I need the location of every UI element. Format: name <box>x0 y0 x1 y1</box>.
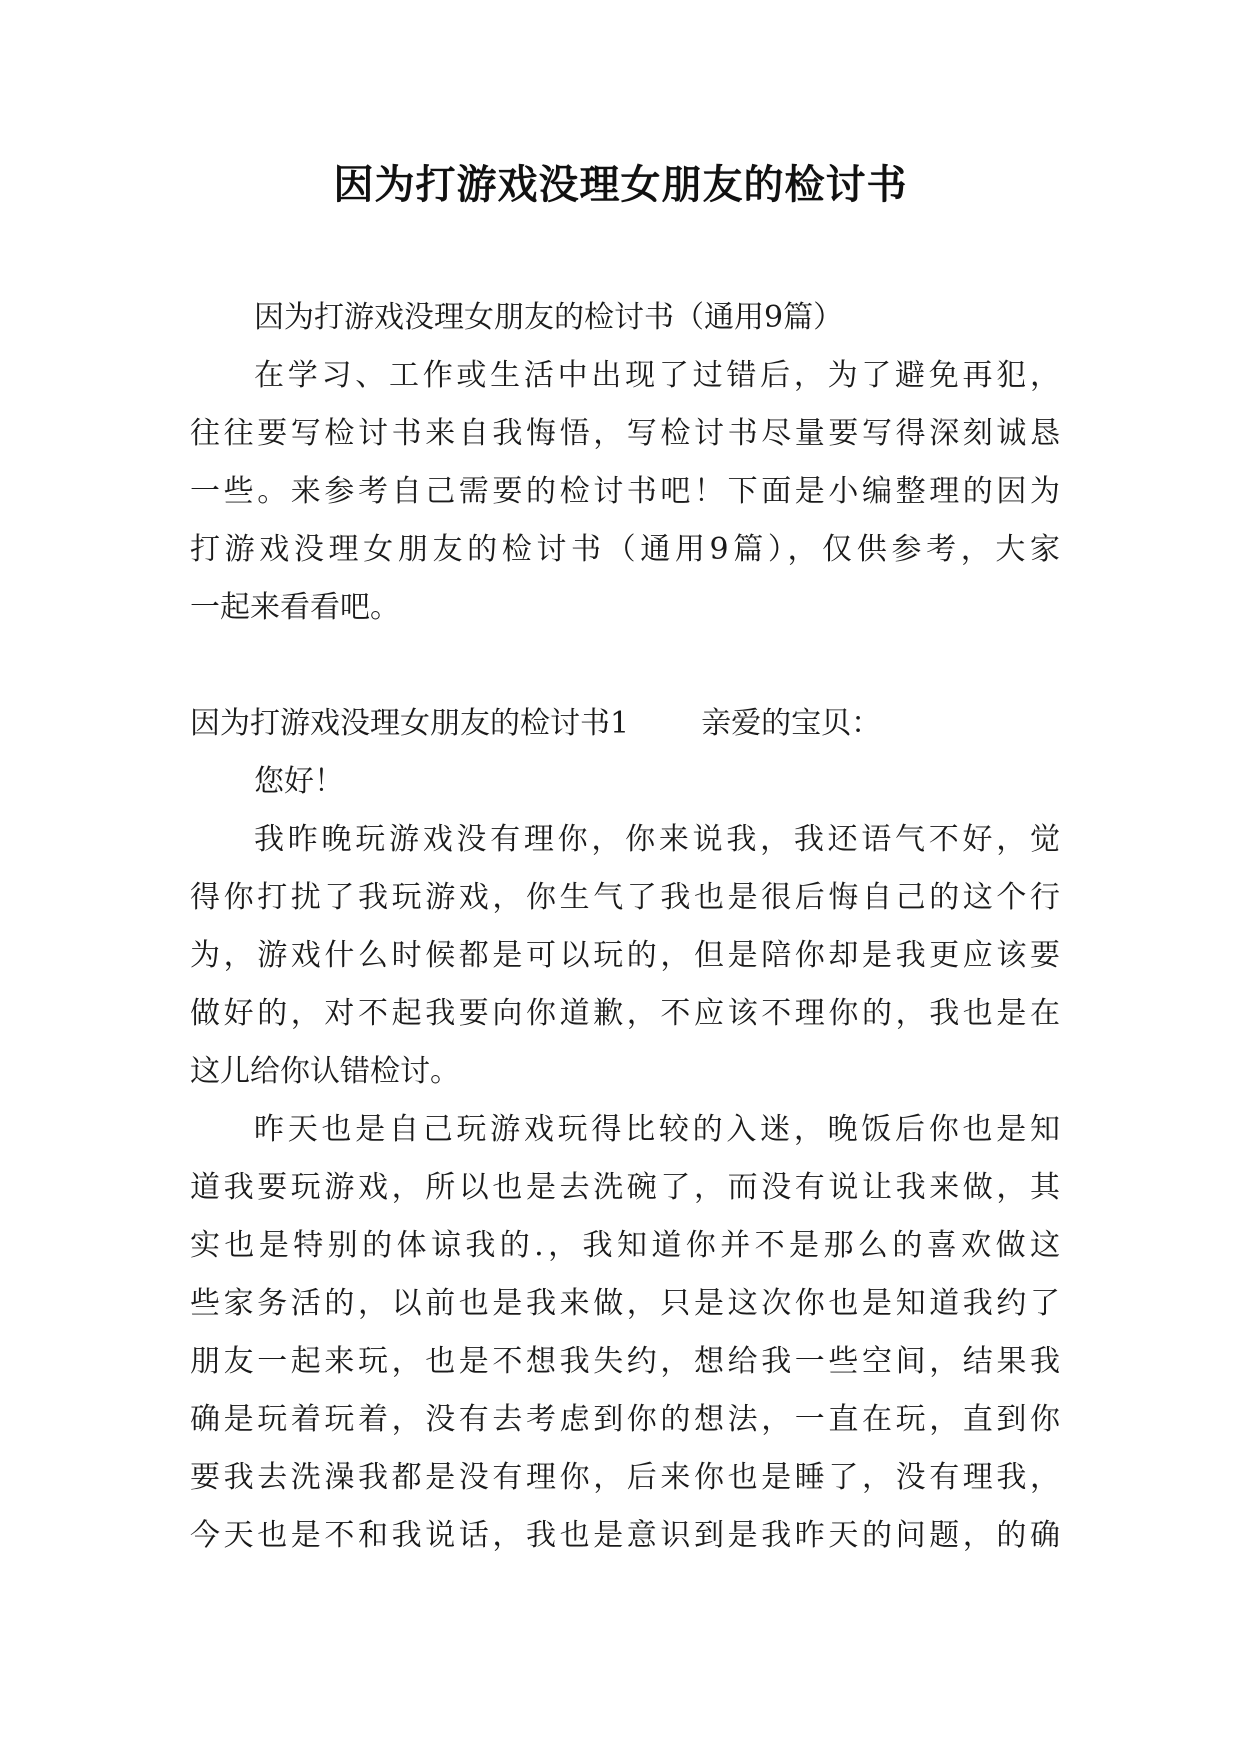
section-spacer <box>190 637 1060 695</box>
letter-salutation: 您好！ <box>254 764 344 799</box>
paragraph-line: 今天也是不和我说话，我也是意识到是我昨天的问题，的确 <box>190 1518 1060 1553</box>
letter-greeting: 亲爱的宝贝： <box>701 706 882 741</box>
paragraph-line: 确是玩着玩着，没有去考虑到你的想法，一直在玩，直到你 <box>190 1402 1060 1437</box>
paragraph-line: 一起来看看吧。 <box>190 590 400 625</box>
section-heading: 因为打游戏没理女朋友的检讨书1 <box>190 706 630 741</box>
letter-paragraph-1 <box>190 811 1060 1101</box>
paragraph-line: 一些。来参考自己需要的检讨书吧！下面是小编整理的因为 <box>190 474 1060 509</box>
document-subtitle: 因为打游戏没理女朋友的检讨书（通用9篇） <box>254 300 844 335</box>
paragraph-line: 做好的，对不起我要向你道歉，不应该不理你的，我也是在 <box>190 996 1060 1031</box>
paragraph-line: 我昨晚玩游戏没有理你，你来说我，我还语气不好，觉 <box>254 822 1060 857</box>
paragraph-line: 为，游戏什么时候都是可以玩的，但是陪你却是我更应该要 <box>190 938 1060 973</box>
section-heading-row <box>190 695 1060 753</box>
paragraph-line: 朋友一起来玩，也是不想我失约，想给我一些空间，结果我 <box>190 1344 1060 1379</box>
paragraph-line: 这儿给你认错检讨。 <box>190 1054 460 1089</box>
letter-paragraph-2 <box>190 1101 1060 1565</box>
paragraph-line: 实也是特别的体谅我的.，我知道你并不是那么的喜欢做这 <box>190 1228 1060 1263</box>
intro-paragraph <box>190 347 1060 637</box>
paragraph-line: 往往要写检讨书来自我悔悟，写检讨书尽量要写得深刻诚恳 <box>190 416 1060 451</box>
paragraph-line: 道我要玩游戏，所以也是去洗碗了，而没有说让我来做，其 <box>190 1170 1060 1205</box>
paragraph-line: 要我去洗澡我都是没有理你，后来你也是睡了，没有理我， <box>190 1460 1060 1495</box>
paragraph-line: 昨天也是自己玩游戏玩得比较的入迷，晚饭后你也是知 <box>254 1112 1060 1147</box>
paragraph-line: 打游戏没理女朋友的检讨书（通用9篇），仅供参考，大家 <box>190 532 1060 567</box>
page-title: 因为打游戏没理女朋友的检讨书 <box>333 162 908 208</box>
paragraph-line: 在学习、工作或生活中出现了过错后，为了避免再犯， <box>254 358 1060 393</box>
document-body <box>190 289 1060 1565</box>
paragraph-line: 些家务活的，以前也是我来做，只是这次你也是知道我约了 <box>190 1286 1060 1321</box>
paragraph-line: 得你打扰了我玩游戏，你生气了我也是很后悔自己的这个行 <box>190 880 1060 915</box>
